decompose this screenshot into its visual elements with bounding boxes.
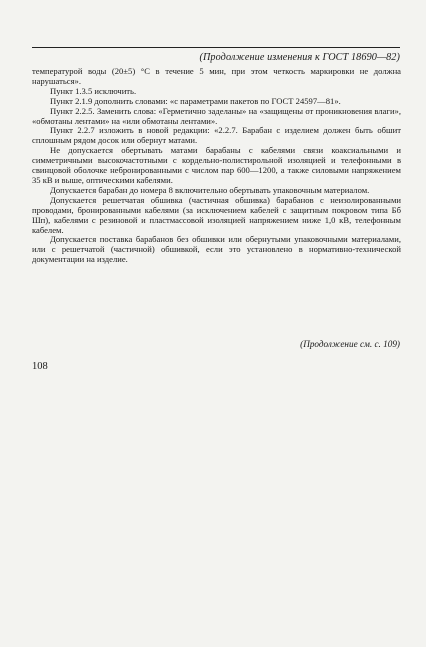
continuation-note: (Продолжение см. с. 109) xyxy=(300,339,400,349)
paragraph-item-2-2-5: Пункт 2.2.5. Заменить слова: «Герметично заделаны» на «защищены от проникновения влаги», «обмотаны лентами» на «или обмотаны лентами». xyxy=(32,105,401,126)
paragraph-continuation: температурой воды (20±5) °С в течение 5 мин, при этом четкость маркировки не должна нарушаться». xyxy=(32,66,401,86)
paragraph-mats-restriction: Не допускается обертывать матами барабаны с кабелями связи коаксиальными и симметричными высокочастотными с кордельно-полистирольной изоляцией и телефонными в свинцовой оболочке небронированными с числом пар 600—1200, а также силовыми напряжением 35 кВ и выше, оптическими кабелями. xyxy=(32,145,401,185)
running-header: (Продолжение изменения к ГОСТ 18690—82) xyxy=(199,52,400,63)
body-text xyxy=(32,67,401,265)
paragraph-drum-number: Допускается барабан до номера 8 включительно обертывать упаковочным материалом. xyxy=(50,184,370,195)
paragraph-item-1-3-5: Пункт 1.3.5 исключить. xyxy=(50,85,137,96)
paragraph-item-2-1-9: Пункт 2.1.9 дополнить словами: «с параметрами пакетов по ГОСТ 24597—81». xyxy=(50,95,341,106)
paragraph-delivery: Допускается поставка барабанов без обшивки или обернутыми упаковочными материалами, или с решетчатой (частичной) обшивкой, если это установлено в нормативно-технической документации на изделие. xyxy=(32,234,401,265)
paragraph-lattice-covering: Допускается решетчатая обшивка (частичная обшивка) барабанов с неизолированными проводами, бронированными кабелями (за исключением кабелей с защитным покровом типа Бб Шп), кабелями с резиновой и пластмассовой изоляцией напряжением ниже 1,0 кВ, телефонным кабелем. xyxy=(32,194,401,235)
header-rule xyxy=(32,47,400,48)
paragraph-item-2-2-7: Пункт 2.2.7 изложить в новой редакции: «2.2.7. Барабан с изделием должен быть обшит сплошным рядом досок или обернут матами. xyxy=(32,125,401,146)
page-number: 108 xyxy=(32,361,48,372)
